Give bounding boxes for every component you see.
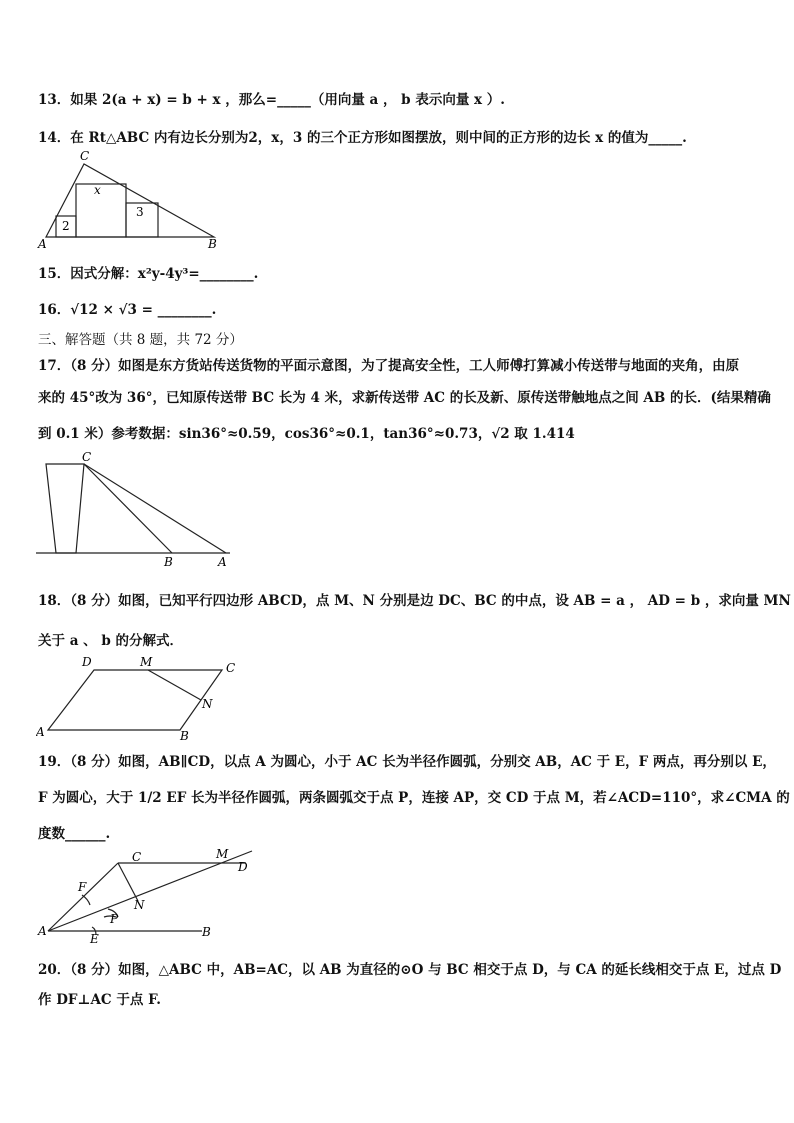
- question-17-line3: 到 0.1 米）参考数据：sin36°≈0.59，cos36°≈0.1，tan36°≈0.73，√2 取 1.414: [38, 426, 575, 442]
- belt-ac: [84, 464, 226, 553]
- conveyor-pillar: [46, 464, 84, 553]
- figure-17-conveyor: [36, 450, 236, 570]
- label-b: B: [208, 237, 217, 251]
- question-16: 16．√12 × √3 = ________.: [38, 302, 217, 318]
- label-d: D: [238, 860, 248, 874]
- question-17-line2: 来的 45°改为 36°，已知原传送带 BC 长为 4 米，求新传送带 AC 的长及新、原传送带触地点之间 AB 的长．(结果精确: [38, 390, 771, 406]
- question-14: 14．在 Rt△ABC 内有边长分别为2，x，3 的三个正方形如图摆放，则中间的正方形的边长 x 的值为_____.: [38, 130, 687, 146]
- label-a: A: [38, 924, 47, 938]
- figure-18-parallelogram: [36, 652, 246, 740]
- label-2: 2: [62, 219, 70, 233]
- segment-mn: [148, 670, 201, 700]
- label-c: C: [132, 850, 142, 864]
- arc-f: [82, 895, 90, 905]
- label-c: C: [80, 149, 90, 163]
- question-19-line3: 度数______.: [38, 826, 111, 842]
- label-m: M: [216, 847, 229, 861]
- label-3: 3: [136, 205, 144, 219]
- question-17-line1: 17．（8 分）如图是东方货站传送货物的平面示意图，为了提高安全性，工人师傅打算减小传送带与地面的夹角，由原: [38, 358, 740, 374]
- question-20-line2: 作 DF⊥AC 于点 F.: [38, 992, 161, 1008]
- label-b: B: [164, 555, 173, 569]
- label-f: F: [78, 880, 87, 894]
- question-18-line1: 18．（8 分）如图，已知平行四边形 ABCD，点 M、N 分别是边 DC、BC 的中点，设 AB = a ， AD = b ，求向量 MN: [38, 593, 791, 609]
- label-c: C: [82, 450, 92, 464]
- question-19-line1: 19．（8 分）如图，AB∥CD，以点 A 为圆心，小于 AC 长为半径作圆弧，分别交 AB，AC 于 E，F 两点，再分别以 E，: [38, 754, 776, 770]
- label-a: A: [38, 237, 47, 251]
- label-x: x: [94, 183, 101, 197]
- figure-19-construction: [36, 843, 266, 943]
- question-19-line2: F 为圆心，大于 1/2 EF 长为半径作圆弧，两条圆弧交于点 P，连接 AP，交 CD 于点 M，若∠ACD=110°，求∠CMA 的: [38, 790, 790, 806]
- square-x: [76, 184, 126, 237]
- parallelogram-abcd: [48, 670, 222, 730]
- label-a: A: [36, 725, 45, 739]
- label-p: P: [110, 912, 119, 926]
- label-n: N: [134, 898, 145, 912]
- figure-14-triangle-squares: [36, 146, 226, 252]
- label-b: B: [180, 729, 189, 740]
- segment-cn: [118, 863, 138, 901]
- segment-ac: [48, 863, 118, 931]
- question-20-line1: 20．（8 分）如图，△ABC 中，AB=AC，以 AB 为直径的⊙O 与 BC 相交于点 D，与 CA 的延长线相交于点 E，过点 D: [38, 962, 782, 978]
- label-a: A: [218, 555, 227, 569]
- question-18-line2: 关于 a 、 b 的分解式．: [38, 633, 183, 649]
- label-b: B: [202, 925, 211, 939]
- label-n: N: [202, 697, 213, 711]
- label-d: D: [82, 655, 92, 669]
- question-13: 13．如果 2(a + x) = b + x ，那么=_____（用向量 a ， b 表示向量 x ）.: [38, 92, 505, 108]
- question-15: 15．因式分解：x²y-4y³=________.: [38, 266, 259, 282]
- label-c: C: [226, 661, 236, 675]
- section-heading: 三、解答题（共 8 题，共 72 分）: [38, 332, 243, 348]
- belt-bc: [84, 464, 172, 553]
- triangle-abc: [46, 164, 214, 237]
- label-e: E: [90, 932, 99, 943]
- label-m: M: [140, 655, 153, 669]
